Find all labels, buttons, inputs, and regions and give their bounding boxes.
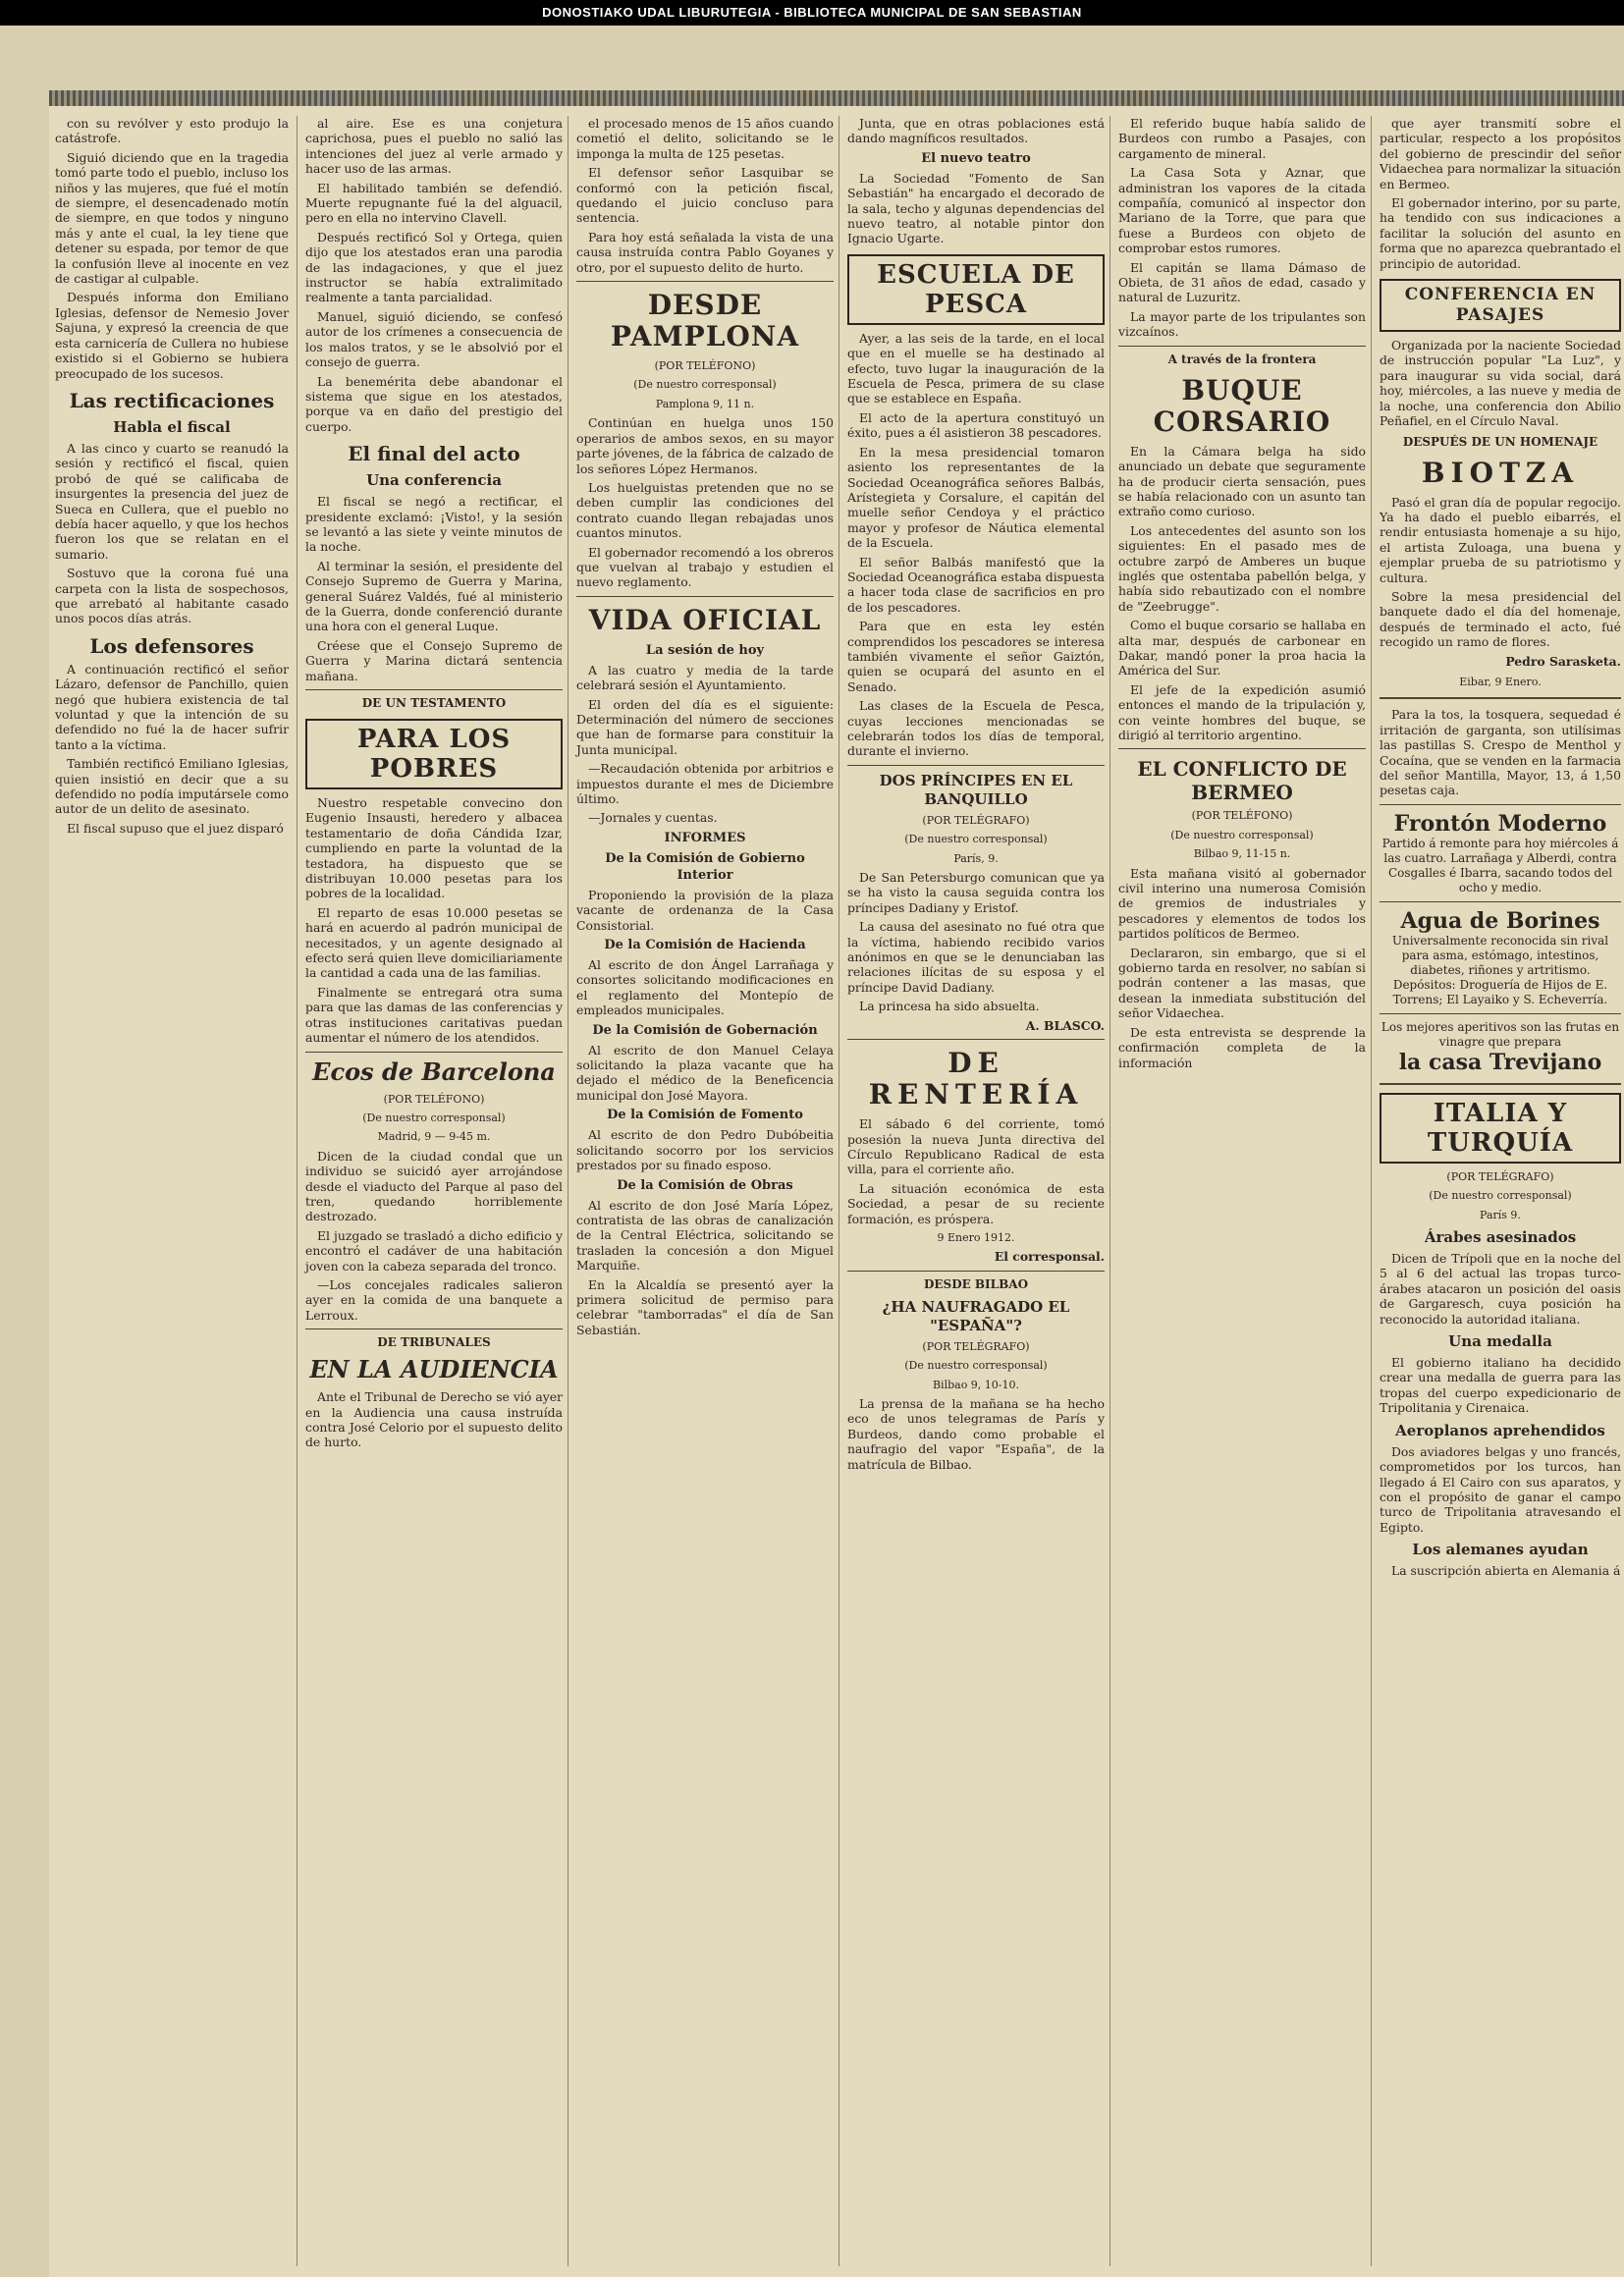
ad-title: la casa Trevijano bbox=[1398, 1049, 1602, 1075]
paragraph: La princesa ha sido absuelta. bbox=[859, 999, 1040, 1014]
divider bbox=[1380, 697, 1621, 699]
headline-principes: DOS PRÍNCIPES EN EL BANQUILLO bbox=[879, 771, 1073, 808]
headline-pobres: PARA LOS POBRES bbox=[305, 719, 563, 789]
paragraph: con su revólver y esto produjo la catástrofe. bbox=[55, 116, 289, 146]
kicker-testamento: DE UN TESTAMENTO bbox=[361, 696, 507, 710]
divider bbox=[305, 1052, 563, 1053]
paragraph: Continúan en huelga unos 150 operarios de ambos sexos, en su mayor parte jóvenes, de la fábrica de calzado de los señores López Hermanos. bbox=[576, 415, 834, 476]
divider bbox=[847, 1271, 1105, 1272]
paragraph: que ayer transmití sobre el particular, respecto a los propósitos del gobierno de prescindir del señor Vidaechea para normalizar la situación en Bermeo. bbox=[1380, 116, 1621, 191]
newspaper-page bbox=[49, 90, 1624, 2277]
paragraph: El capitán se llama Dámaso de Obieta, de 31 años de edad, casado y natural de Luzuritz. bbox=[1118, 259, 1366, 305]
divider bbox=[1380, 1013, 1621, 1014]
paragraph: al aire. Ese es una conjetura caprichosa, pues el pueblo no salió las intenciones del juez al verle armado y hacer uso de las armas. bbox=[305, 116, 563, 177]
dateline: París, 9. bbox=[953, 851, 999, 865]
ad-borines bbox=[1380, 908, 1621, 1007]
paragraph: Los huelguistas pretenden que no se deben cumplir las condiciones del contrato cuando llegan rebajadas unos cuantos minutos. bbox=[576, 479, 834, 541]
dateline: Bilbao 9, 11-15 n. bbox=[1193, 847, 1291, 861]
paragraph: Al escrito de don José María López, contratista de las obras de canalización de la Central Eléctrica, solicitando se trasladen la concesión a don Miguel Marquiñe. bbox=[576, 1197, 834, 1274]
byline: (POR TELÉGRAFO) bbox=[922, 1339, 1030, 1353]
ad-text: Universalmente reconocida sin rival para asma, estómago, intestinos, diabetes, riñones y artritismo. bbox=[1391, 933, 1609, 977]
paragraph: Al terminar la sesión, el presidente del Consejo Supremo de Guerra y Marina, general Suárez Valdés, fué al ministerio de la Guerra, donde conferenció durante una hora con el general Luque. bbox=[305, 558, 563, 634]
paragraph: Para hoy está señalada la vista de una causa instruída contra Pablo Goyanes y otro, por el supuesto delito de hurto. bbox=[576, 229, 834, 275]
signature: A. BLASCO. bbox=[1025, 1017, 1105, 1033]
dateline: Madrid, 9 — 9-45 m. bbox=[377, 1130, 491, 1144]
paragraph: Dicen de la ciudad condal que un individuo se suicidó ayer arrojándose desde el viaducto del Parque al paso del tren, quedando horriblemente destrozado. bbox=[305, 1148, 563, 1224]
paragraph: Sobre la mesa presidencial del banquete dado el día del homenaje, después de terminado el acto, fué recogido un ramo de flores. bbox=[1380, 588, 1621, 650]
column-2 bbox=[297, 116, 570, 2266]
headline-naufragado: ¿HA NAUFRAGADO EL "ESPAÑA"? bbox=[882, 1297, 1070, 1334]
paragraph: La causa del asesinato no fué otra que la víctima, habiendo recibido varios anónimos en que se le denunciaban las relaciones ilícitas de su esposa y el príncipe David Dadiany. bbox=[847, 919, 1105, 995]
paragraph: Ayer, a las seis de la tarde, en el local que en el muelle se ha destinado al efecto, tuvo lugar la inauguración de la Escuela de Pesca, primera de su clase que se establece en España. bbox=[847, 330, 1105, 407]
ad-text: Depósitos: Droguería de Hijos de E. Torrens; El Layaiko y S. Echeverría. bbox=[1392, 977, 1608, 1006]
divider bbox=[305, 689, 563, 690]
paragraph: El orden del día es el siguiente: Determinación del número de secciones que han de formarse para constituir la Junta municipal. bbox=[576, 696, 834, 757]
divider bbox=[305, 1328, 563, 1329]
paragraph: Créese que el Consejo Supremo de Guerra y Marina dictará sentencia mañana. bbox=[305, 637, 563, 683]
byline: (De nuestro corresponsal) bbox=[904, 1359, 1048, 1373]
paragraph: En la Cámara belga ha sido anunciado un debate que seguramente ha de producir cierta sensación, pues se había relacionado con un asunto tan extraño como curioso. bbox=[1118, 443, 1366, 519]
headline-audiencia: EN LA AUDIENCIA bbox=[309, 1355, 559, 1384]
dateline: Bilbao 9, 10-10. bbox=[932, 1378, 1020, 1391]
headline-conflicto-bermeo: EL CONFLICTO DE BERMEO bbox=[1137, 757, 1347, 805]
paragraph: —Recaudación obtenida por arbitrios e impuestos durante el mes de Diciembre último. bbox=[576, 761, 834, 806]
paragraph: Finalmente se entregará otra suma para que las damas de las conferencias y otras instituciones caritativas puedan aumentar el número de los atendidos. bbox=[305, 984, 563, 1046]
paragraph: Las clases de la Escuela de Pesca, cuyas lecciones mencionadas se celebrarán todos los días de temporal, durante el invierno. bbox=[847, 698, 1105, 759]
byline: (POR TELÉGRAFO) bbox=[1446, 1169, 1554, 1183]
ad-title: Agua de Borines bbox=[1400, 907, 1600, 934]
dateline: París 9. bbox=[1480, 1208, 1521, 1221]
divider bbox=[847, 1039, 1105, 1040]
paragraph: —Jornales y cuentas. bbox=[588, 810, 718, 826]
paragraph: Al escrito de don Pedro Dubóbeitia solicitando socorro por los servicios prestados por su finado esposo. bbox=[576, 1127, 834, 1173]
subhead-conferencia: Una conferencia bbox=[366, 471, 502, 490]
subhead-nuevo-teatro: El nuevo teatro bbox=[921, 150, 1031, 166]
headline-conferencia-pasajes: CONFERENCIA EN PASAJES bbox=[1380, 279, 1621, 332]
column-1 bbox=[49, 116, 295, 2266]
ad-fronton bbox=[1380, 811, 1621, 895]
paragraph: En la Alcaldía se presentó ayer la primera solicitud de permiso para celebrar "tamborradas" el día de San Sebastián. bbox=[576, 1276, 834, 1337]
byline: (POR TELÉGRAFO) bbox=[922, 813, 1030, 827]
paragraph: El gobernador interino, por su parte, ha tendido con sus indicaciones a facilitar la solución del asunto en forma que no aparezca quebrantado el principio de autoridad. bbox=[1380, 195, 1621, 271]
paragraph: Junta, que en otras poblaciones está dando magníficos resultados. bbox=[847, 116, 1105, 146]
subhead-fiscal: Habla el fiscal bbox=[113, 417, 231, 436]
paragraph: Ante el Tribunal de Derecho se vió ayer en la Audiencia una causa instruída contra José Celorio por el supuesto delito de hurto. bbox=[305, 1389, 563, 1450]
signature: Pedro Sarasketa. bbox=[1505, 653, 1621, 669]
ad-title: Frontón Moderno bbox=[1393, 810, 1607, 837]
headline-renteria: DE RENTERÍA bbox=[868, 1047, 1084, 1111]
paragraph: También rectificó Emiliano Iglesias, quien insistió en decir que a su defendido no podía imputársele como autor de un delito de asesinato. bbox=[55, 756, 289, 817]
paragraph: Para que en esta ley estén comprendidos los pescadores se interesa también vivamente el señor Gaiztón, quien se ocupará del asunto en el Senado. bbox=[847, 619, 1105, 694]
paragraph: Después informa don Emiliano Iglesias, defensor de Nemesio Jover Sajuna, y expresó la creencia de que esta carnicería de Cullera no hubiese existido si el Gobierno se hubiera preocupado de los sucesos. bbox=[55, 290, 289, 381]
paragraph: Pasó el gran día de popular regocijo. Ya ha dado el pueblo eibarrés, el rendir entusiasta homenaje a su hijo, el artista Zuloaga, una buena y ejemplar prueba de su patriotismo y cultura. bbox=[1380, 494, 1621, 585]
dateline: 9 Enero 1912. bbox=[937, 1230, 1015, 1244]
subhead-sesion: La sesión de hoy bbox=[645, 642, 765, 658]
subhead-comision: De la Comisión de Obras bbox=[617, 1177, 793, 1193]
paragraph: Al escrito de don Manuel Celaya solicitando la plaza vacante que ha dejado el médico de la Beneficencia municipal don José Mayora. bbox=[576, 1042, 834, 1103]
ad-text: Partido á remonte para hoy miércoles á las cuatro. Larrañaga y Alberdi, contra Cosgalles é Ibarra, sacando todos del ocho y medio. bbox=[1381, 836, 1619, 895]
kicker-bilbao: DESDE BILBAO bbox=[923, 1276, 1029, 1291]
paragraph: Después rectificó Sol y Ortega, quien dijo que los atestados eran una parodia de las indagaciones, y que el juez instructor se había extralimitado realmente a tanta parcialidad. bbox=[305, 229, 563, 305]
library-source-banner: DONOSTIAKO UDAL LIBURUTEGIA - BIBLIOTECA MUNICIPAL DE SAN SEBASTIAN bbox=[0, 0, 1624, 26]
paragraph: El acto de la apertura constituyó un éxito, pues a él asistieron 38 pescadores. bbox=[847, 409, 1105, 441]
paragraph: La mayor parte de los tripulantes son vizcaínos. bbox=[1118, 308, 1366, 340]
paragraph: La suscripción abierta en Alemania á bbox=[1391, 1563, 1621, 1579]
headline-vida-oficial: VIDA OFICIAL bbox=[588, 603, 822, 636]
top-decorative-rule bbox=[49, 90, 1624, 106]
paragraph: El reparto de esas 10.000 pesetas se hará en acuerdo al padrón municipal de necesitados, y un agente designado al efecto será quien lleve domiciliariamente la cantidad a cada una de las familias. bbox=[305, 904, 563, 981]
headline-final-acto: El final del acto bbox=[348, 442, 520, 466]
divider bbox=[1380, 804, 1621, 805]
paragraph: Dos aviadores belgas y uno francés, comprometidos por los turcos, han llegado á El Cairo con sus aparatos, y con el propósito de ganar el campo turco de Tripolitania atravesando el Egipto. bbox=[1380, 1443, 1621, 1535]
byline: (POR TELÉFONO) bbox=[654, 359, 756, 373]
paragraph: Declararon, sin embargo, que si el gobierno tarda en resolver, no sabían si podrán contener a las masas, que desean la inmediata substitución del señor Vidaechea. bbox=[1118, 945, 1366, 1021]
paragraph: Siguió diciendo que en la tragedia tomó parte todo el pueblo, incluso los niños y las mujeres, que fué el motín de siempre, el desencadenado motín de siempre, en que todos y ninguno más y ante el cual, la ley tiene que detener su espada, por temor de que la confusión lleve al inocente en vez de castigar al culpable. bbox=[55, 149, 289, 287]
paragraph: Nuestro respetable convecino don Eugenio Insausti, heredero y albacea testamentario de doña Cándida Izar, cumpliendo en parte la voluntad de la testadora, ha dispuesto que se distribuyan 10.000 pesetas para los pobres de la localidad. bbox=[305, 795, 563, 901]
kicker-tribunales: DE TRIBUNALES bbox=[377, 1335, 491, 1350]
divider bbox=[847, 765, 1105, 766]
column-3 bbox=[568, 116, 841, 2266]
subhead-comision: De la Comisión de Gobernación bbox=[592, 1022, 818, 1038]
dateline: Eibar, 9 Enero. bbox=[1459, 675, 1542, 688]
paragraph: En la mesa presidencial tomaron asiento los representantes de la Sociedad Oceanográfica señores Balbás, Arístegieta y Corsalure, el capitán del muelle señor Cendoya y el práctico mayor y profesor de Náutica elemental de la Escuela. bbox=[847, 444, 1105, 551]
paragraph: La situación económica de esta Sociedad, a pesar de su reciente formación, es próspera. bbox=[847, 1180, 1105, 1226]
paragraph: Proponiendo la provisión de la plaza vacante de ordenanza de la Casa Consistorial. bbox=[576, 887, 834, 933]
paragraph: El sábado 6 del corriente, tomó posesión la nueva Junta directiva del Círculo Republicano Radical de esta villa, para el corriente año. bbox=[847, 1116, 1105, 1177]
ad-text: Los mejores aperitivos son las frutas en vinagre que prepara bbox=[1380, 1019, 1620, 1049]
paragraph: El gobernador recomendó a los obreros que vuelvan al trabajo y estudien el nuevo reglamento. bbox=[576, 544, 834, 590]
divider bbox=[1380, 1083, 1621, 1085]
subhead-arabes: Árabes asesinados bbox=[1424, 1228, 1577, 1247]
divider bbox=[1118, 748, 1366, 749]
paragraph: el procesado menos de 15 años cuando cometió el delito, solicitando se le imponga la multa de 125 pesetas. bbox=[576, 116, 834, 161]
kicker-homenaje: DESPUÉS DE UN HOMENAJE bbox=[1402, 434, 1598, 449]
paragraph: El señor Balbás manifestó que la Sociedad Oceanográfica estaba dispuesta a hacer toda clase de sacrificios en pro de los pescadores. bbox=[847, 554, 1105, 615]
paragraph: Dicen de Trípoli que en la noche del 5 al 6 del actual las tropas turco-árabes atacaron un posición del oasis de Gargaresch, cuya posición ha reconocido la autoridad italiana. bbox=[1380, 1251, 1621, 1327]
byline: (De nuestro corresponsal) bbox=[362, 1111, 506, 1124]
paragraph: A las cuatro y media de la tarde celebrará sesión el Ayuntamiento. bbox=[576, 662, 834, 693]
subhead-alemanes: Los alemanes ayudan bbox=[1412, 1541, 1589, 1559]
paragraph: El habilitado también se defendió. Muerte repugnante fué la del alguacil, pero en ella no intervino Clavell. bbox=[305, 180, 563, 226]
subhead-comision: De la Comisión de Hacienda bbox=[604, 938, 806, 953]
headline-rectificaciones: Las rectificaciones bbox=[69, 388, 275, 412]
divider bbox=[1118, 346, 1366, 347]
byline: (De nuestro corresponsal) bbox=[1170, 828, 1314, 841]
paragraph: Sostuvo que la corona fué una carpeta con la lista de sospechosos, que arrebató al habitante casado unos pocos días atrás. bbox=[55, 566, 289, 626]
paragraph: La benemérita debe abandonar el sistema que sigue en los atestados, porque va en daño del prestigio del cuerpo. bbox=[305, 373, 563, 434]
headline-pamplona: DESDE PAMPLONA bbox=[610, 289, 800, 353]
paragraph: El gobierno italiano ha decidido crear una medalla de guerra para las tropas del cuerpo expedicionario de Tripolitania y Cirenaica. bbox=[1380, 1355, 1621, 1416]
paragraph: El jefe de la expedición asumió entonces el mando de la tripulación y, con veinte hombres del buque, se dirigió al territorio argentino. bbox=[1118, 681, 1366, 742]
paragraph: Esta mañana visitó al gobernador civil interino una numerosa Comisión de gremios de industriales y pescadores y elementos de todos los partidos políticos de Bermeo. bbox=[1118, 865, 1366, 942]
headline-buque-corsario: BUQUE CORSARIO bbox=[1153, 373, 1331, 438]
subhead-comision: De la Comisión de Gobierno Interior bbox=[605, 850, 805, 883]
dateline: Pamplona 9, 11 n. bbox=[655, 397, 755, 410]
column-6 bbox=[1371, 116, 1624, 2266]
column-4 bbox=[839, 116, 1112, 2266]
paragraph: Organizada por la naciente Sociedad de instrucción popular "La Luz", y para inaugurar su vida social, dará hoy, miércoles, a las nueve y media de la noche, una conferencia don Abilio Peñafiel, en el Círculo Naval. bbox=[1380, 338, 1621, 429]
byline: (POR TELÉFONO) bbox=[1191, 809, 1293, 823]
paragraph: Al escrito de don Ángel Larrañaga y consortes solicitando modificaciones en el reglamento del Montepío de empleados municipales. bbox=[576, 957, 834, 1018]
byline: (De nuestro corresponsal) bbox=[1429, 1189, 1572, 1203]
paragraph: El fiscal se negó a rectificar, el presidente exclamó: ¡Visto!, y la sesión se levantó a las siete y veinte minutos de la noche. bbox=[305, 494, 563, 555]
paragraph: Manuel, siguió diciendo, se confesó autor de los crímenes a consecuencia de los malos tratos, y se le absolvió por el consejo de guerra. bbox=[305, 308, 563, 370]
headline-biotza: BIOTZA bbox=[1421, 456, 1580, 489]
headline-escuela-pesca: ESCUELA DE PESCA bbox=[847, 254, 1105, 325]
signature: El corresponsal. bbox=[994, 1249, 1105, 1265]
divider bbox=[1380, 901, 1621, 902]
subhead-comision: De la Comisión de Fomento bbox=[607, 1108, 803, 1123]
paragraph: A las cinco y cuarto se reanudó la sesión y rectificó el fiscal, quien probó de qué se calificaba de insurgentes la presencia del juez de Sueca en Cullera, que el pueblo no debía hacer aquello, y que los hechos fueron los que se relatan en el sumario. bbox=[55, 440, 289, 562]
paragraph: De San Petersburgo comunican que ya se ha visto la causa seguida contra los príncipes Dadiany y Eristof. bbox=[847, 870, 1105, 915]
paragraph: Los antecedentes del asunto son los siguientes: En el pasado mes de octubre zarpó de Amberes un buque inglés que ostentaba pabellón belga, y había sido rebautizado con el nombre de "Zeebrugge". bbox=[1118, 522, 1366, 614]
paragraph: —Los concejales radicales salieron ayer en la comida de una banquete a Lerroux. bbox=[305, 1276, 563, 1323]
paragraph: El juzgado se trasladó a dicho edificio y encontró el cadáver de una habitación joven con la cabeza separada del tronco. bbox=[305, 1227, 563, 1274]
paragraph: La Sociedad "Fomento de San Sebastián" ha encargado el decorado de la sala, techo y algunas dependencias del nuevo teatro, al notable pintor don Ignacio Ugarte. bbox=[847, 170, 1105, 246]
subhead-informes: INFORMES bbox=[664, 830, 746, 845]
paragraph: La prensa de la mañana se ha hecho eco de unos telegramas de París y Burdeos, dando como probable el naufragio del vapor "España", de la matrícula de Bilbao. bbox=[847, 1395, 1105, 1472]
paragraph: El fiscal supuso que el juez disparó bbox=[67, 820, 284, 836]
byline: (De nuestro corresponsal) bbox=[633, 378, 777, 392]
byline: (POR TELÉFONO) bbox=[383, 1092, 485, 1106]
subhead-aeroplanos: Aeroplanos aprehendidos bbox=[1395, 1421, 1605, 1439]
divider bbox=[576, 596, 834, 597]
subhead-medalla: Una medalla bbox=[1448, 1332, 1552, 1351]
column-5 bbox=[1110, 116, 1374, 2266]
paragraph: El referido buque había salido de Burdeos con rumbo a Pasajes, con cargamento de mineral. bbox=[1118, 116, 1366, 161]
paragraph: De esta entrevista se desprende la confirmación completa de la información bbox=[1118, 1024, 1366, 1070]
paragraph: La Casa Sota y Aznar, que administran los vapores de la citada compañía, comunicó al inspector don Mariano de la Torre, que para que fuese a Burdeos con objeto de comprobar estos rumores. bbox=[1118, 165, 1366, 256]
paragraph: El defensor señor Lasquibar se conformó con la petición fiscal, quedando el juicio concluso para sentencia. bbox=[576, 165, 834, 226]
byline: (De nuestro corresponsal) bbox=[904, 833, 1048, 846]
paragraph: Como el buque corsario se hallaba en alta mar, después de carbonear en Dakar, mandó poner la proa hacia la América del Sur. bbox=[1118, 618, 1366, 678]
paragraph: A continuación rectificó el señor Lázaro, defensor de Panchillo, quien negó que hubiera existencia de tal voluntad y que la intención de su defendido no fué la de hacer sufrir tanto a la víctima. bbox=[55, 661, 289, 752]
headline-ecos-barcelona: Ecos de Barcelona bbox=[312, 1057, 556, 1086]
advertisement: Para la tos, la tosquera, sequedad é irritación de garganta, son utilísimas las pastillas S. Crespo de Menthol y Cocaína, que se venden en la farmacia del señor Mantilla, Mayor, 13, á 1,50 pesetas caja. bbox=[1380, 707, 1621, 798]
headline-italia-turquia: ITALIA Y TURQUÍA bbox=[1380, 1093, 1621, 1164]
headline-defensores: Los defensores bbox=[89, 633, 254, 658]
kicker-frontera: A través de la frontera bbox=[1167, 352, 1317, 366]
ad-trevijano bbox=[1380, 1020, 1621, 1075]
divider bbox=[576, 281, 834, 282]
